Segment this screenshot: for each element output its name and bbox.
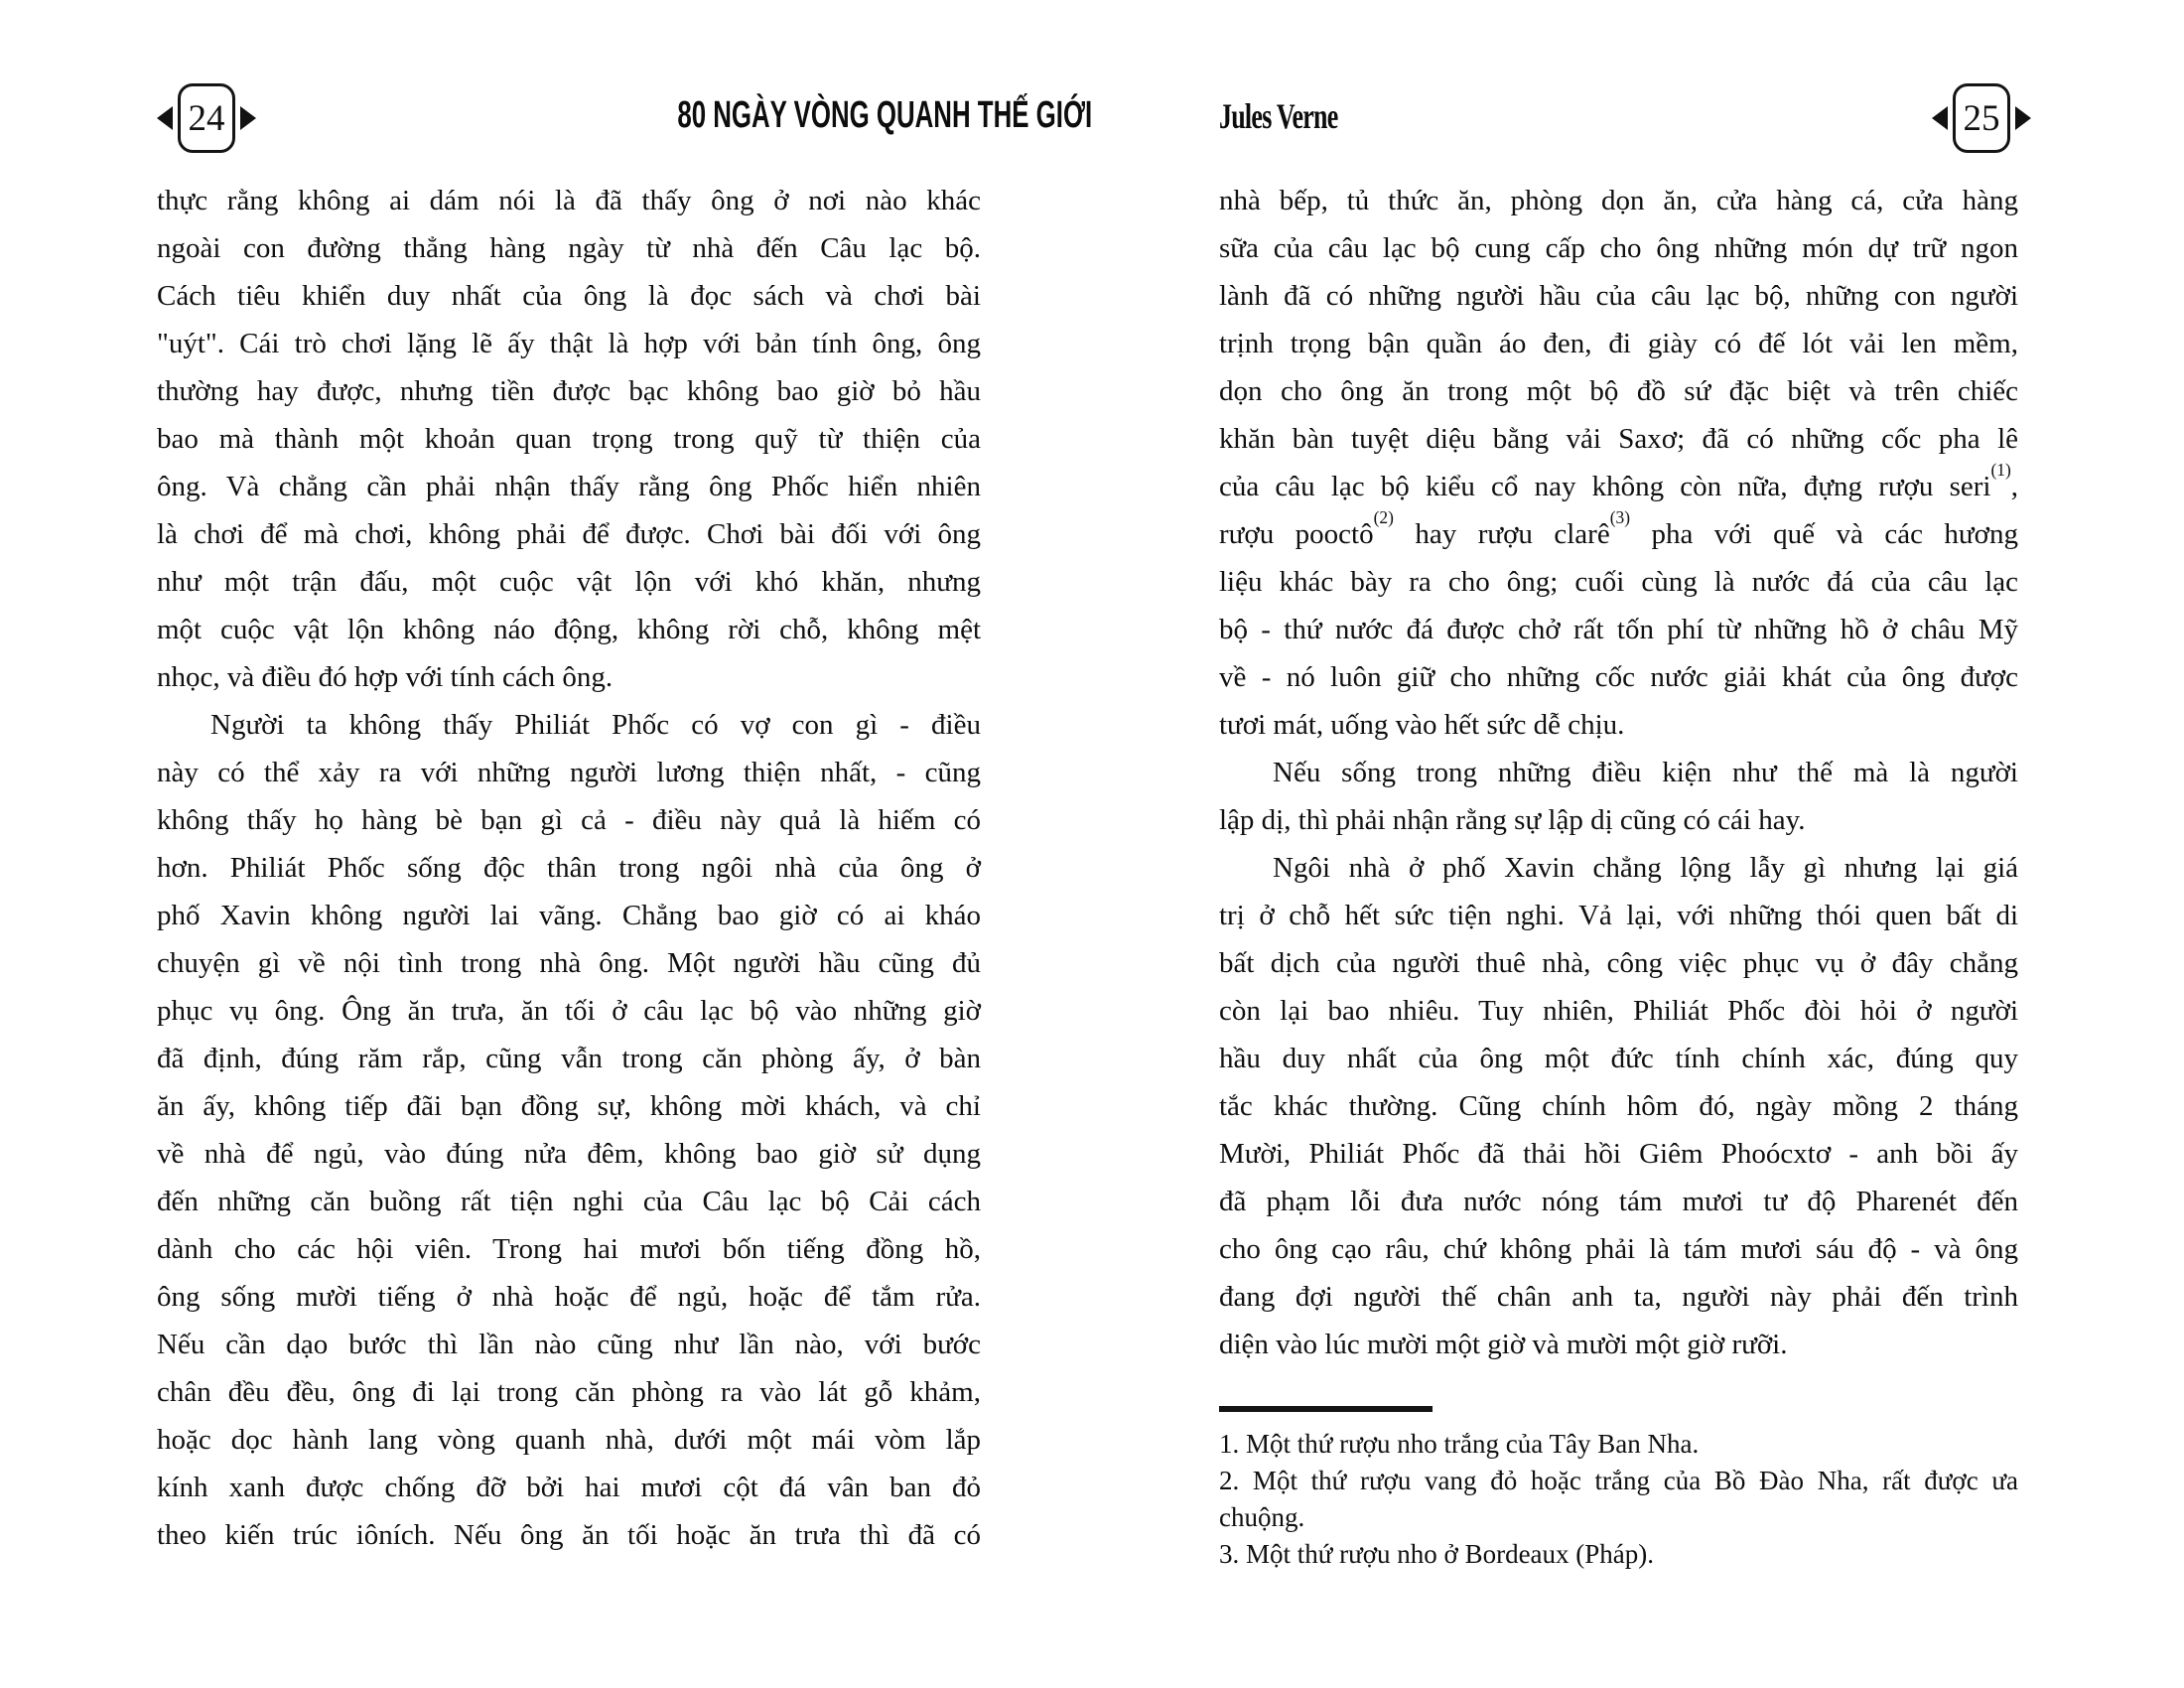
- text-line: Người ta không thấy Philiát Phốc có vợ con gì - điều: [210, 709, 981, 741]
- text-line: Nếu sống trong những điều kiện như thế mà là người: [1273, 757, 2018, 788]
- text-line: của câu lạc bộ kiểu cổ nay không còn nữa, đựng rượu seri$^{(1)}$,: [1219, 459, 2018, 502]
- text-line: nhọc, và điều đó hợp với tính cách ông.: [157, 661, 614, 693]
- author-name-text: Jules Verne: [1219, 96, 1338, 136]
- text-line: dọn cho ông ăn trong một bộ đồ sứ đặc biệt và trên chiếc: [1219, 375, 2018, 407]
- prev-page-icon: [1932, 106, 1948, 130]
- text-line: tươi mát, uống vào hết sức dễ chịu.: [1219, 709, 1625, 741]
- next-page-icon: [240, 106, 256, 130]
- text-line: sữa của câu lạc bộ cung cấp cho ông những món dự trữ ngon: [1219, 232, 2018, 264]
- text-line: không thấy họ hàng bè bạn gì cả - điều này quả là hiếm có: [157, 804, 981, 836]
- text-line: tắc khác thường. Cũng chính hôm đó, ngày mồng 2 tháng: [1219, 1090, 2018, 1122]
- text-line: đến những căn buồng rất tiện nghi của Câu lạc bộ Cải cách: [157, 1186, 981, 1217]
- text-line: ông. Và chẳng cần phải nhận thấy rằng ông Phốc hiển nhiên: [157, 471, 981, 502]
- page-nav-left: [157, 83, 256, 153]
- running-head-title: [580, 94, 1093, 136]
- text-line: ngoài con đường thẳng hàng ngày từ nhà đến Câu lạc bộ.: [157, 232, 981, 264]
- page-right-text-column: [1219, 177, 2018, 1573]
- text-line: là chơi để mà chơi, không phải để được. Chơi bài đối với ông: [157, 518, 981, 550]
- text-line: Mười, Philiát Phốc đã thải hồi Giêm Phoócxtơ - anh bồi ấy: [1219, 1138, 2018, 1170]
- text-line: dành cho các hội viên. Trong hai mươi bốn tiếng đồng hồ,: [157, 1233, 981, 1265]
- text-line: chân đều đều, ông đi lại trong căn phòng ra vào lát gỗ khảm,: [157, 1376, 981, 1408]
- footnote-ref: (3): [1609, 506, 1630, 527]
- running-head-author: [1219, 98, 1384, 134]
- text-line: Nếu cần dạo bước thì lần nào cũng như lần nào, với bước: [157, 1329, 981, 1360]
- text-line: trị ở chỗ hết sức tiện nghi. Vả lại, với những thói quen bất di: [1219, 900, 2018, 931]
- prev-page-icon: [157, 106, 173, 130]
- text-line: chuộng.: [1219, 1502, 1305, 1532]
- text-line: phố Xavin không người lai vãng. Chẳng bao giờ có ai kháo: [157, 900, 981, 931]
- footnote-separator-rule: [1219, 1406, 1433, 1412]
- text-line: đang đợi người thế chân anh ta, người này phải đến trình: [1219, 1281, 2018, 1313]
- text-line: lành đã có những người hầu của câu lạc bộ, những con người: [1219, 280, 2018, 312]
- text-line: hầu duy nhất của ông một đức tính chính xác, đúng quy: [1219, 1043, 2018, 1074]
- text-line: 3. Một thứ rượu nho ở Bordeaux (Pháp).: [1219, 1539, 1655, 1569]
- book-title-text: 80 NGÀY VÒNG QUANH THẾ GIỚI: [677, 94, 1093, 136]
- text-line: bao mà thành một khoản quan trọng trong quỹ từ thiện của: [157, 423, 981, 455]
- text-line: về - nó luôn giữ cho những cốc nước giải khát của ông được: [1219, 661, 2018, 693]
- text-line: liệu khác bày ra cho ông; cuối cùng là nước đá của câu lạc: [1219, 566, 2018, 598]
- text-line: đã phạm lỗi đưa nước nóng tám mươi tư độ Pharenét đến: [1219, 1186, 2018, 1217]
- page-left-text-column: [157, 177, 981, 1559]
- text-line: cho ông cạo râu, chứ không phải là tám mươi sáu độ - và ông: [1219, 1233, 2018, 1265]
- text-line: như một trận đấu, một cuộc vật lộn với khó khăn, nhưng: [157, 566, 981, 598]
- text-line: khăn bàn tuyệt diệu bằng vải Saxơ; đã có những cốc pha lê: [1219, 423, 2018, 455]
- footnotes-block: [1219, 1426, 2018, 1573]
- page-number-badge-right: 25: [1953, 83, 2010, 153]
- text-line: Cách tiêu khiển duy nhất của ông là đọc sách và chơi bài: [157, 280, 981, 312]
- text-line: hoặc dọc hành lang vòng quanh nhà, dưới một mái vòm lắp: [157, 1424, 981, 1456]
- text-line: đã định, đúng răm rắp, cũng vẫn trong căn phòng ấy, ở bàn: [157, 1043, 981, 1074]
- text-line: ông sống mười tiếng ở nhà hoặc để ngủ, hoặc để tắm rửa.: [157, 1281, 981, 1313]
- page-right-body: [1219, 177, 2018, 1368]
- text-line: chuyện gì về nội tình trong nhà ông. Một người hầu cũng đủ: [157, 947, 981, 979]
- text-line: theo kiến trúc iôních. Nếu ông ăn tối hoặc ăn trưa thì đã có: [157, 1519, 981, 1551]
- text-line: này có thể xảy ra với những người lương thiện nhất, - cũng: [157, 757, 981, 788]
- text-line: thực rằng không ai dám nói là đã thấy ông ở nơi nào khác: [157, 185, 981, 216]
- text-line: kính xanh được chống đỡ bởi hai mươi cột đá vân ban đỏ: [157, 1472, 981, 1503]
- footnote-ref: (2): [1373, 506, 1394, 527]
- text-line: rượu pooctô$^{(2)}$ hay rượu clarê$^{(3)}$ pha với quế và các hương: [1219, 506, 2018, 550]
- text-line: bất dịch của người thuê nhà, công việc phục vụ ở đây chẳng: [1219, 947, 2018, 979]
- page-nav-right: [1932, 83, 2031, 153]
- text-line: diện vào lúc mười một giờ và mười một giờ rưỡi.: [1219, 1329, 1788, 1360]
- text-line: "uýt". Cái trò chơi lặng lẽ ấy thật là hợp với bản tính ông, ông: [157, 328, 981, 359]
- text-line: còn lại bao nhiêu. Tuy nhiên, Philiát Phốc đòi hỏi ở người: [1219, 995, 2018, 1027]
- footnote-ref: (1): [1990, 459, 2011, 480]
- text-line: thường hay được, nhưng tiền được bạc không bao giờ bỏ hầu: [157, 375, 981, 407]
- text-line: lập dị, thì phải nhận rằng sự lập dị cũng có cái hay.: [1219, 804, 1806, 836]
- text-line: Ngôi nhà ở phố Xavin chẳng lộng lẫy gì nhưng lại giá: [1273, 852, 2018, 884]
- text-line: hơn. Philiát Phốc sống độc thân trong ngôi nhà của ông ở: [157, 852, 981, 884]
- text-line: bộ - thứ nước đá được chở rất tốn phí từ những hồ ở châu Mỹ: [1219, 614, 2018, 645]
- text-line: nhà bếp, tủ thức ăn, phòng dọn ăn, cửa hàng cá, cửa hàng: [1219, 185, 2018, 216]
- text-line: về nhà để ngủ, vào đúng nửa đêm, không bao giờ sử dụng: [157, 1138, 981, 1170]
- text-line: một cuộc vật lộn không náo động, không rời chỗ, không mệt: [157, 614, 981, 645]
- text-line: 2. Một thứ rượu vang đỏ hoặc trắng của Bồ Đào Nha, rất được ưa: [1219, 1466, 2018, 1495]
- text-line: trịnh trọng bận quần áo đen, đi giày có đế lót vải len mềm,: [1219, 328, 2018, 359]
- text-line: phục vụ ông. Ông ăn trưa, ăn tối ở câu lạc bộ vào những giờ: [157, 995, 981, 1027]
- page-number-badge-left: 24: [178, 83, 235, 153]
- text-line: ăn ấy, không tiếp đãi bạn đồng sự, không mời khách, và chỉ: [157, 1090, 981, 1122]
- text-line: 1. Một thứ rượu nho trắng của Tây Ban Nha.: [1219, 1429, 1700, 1459]
- next-page-icon: [2015, 106, 2031, 130]
